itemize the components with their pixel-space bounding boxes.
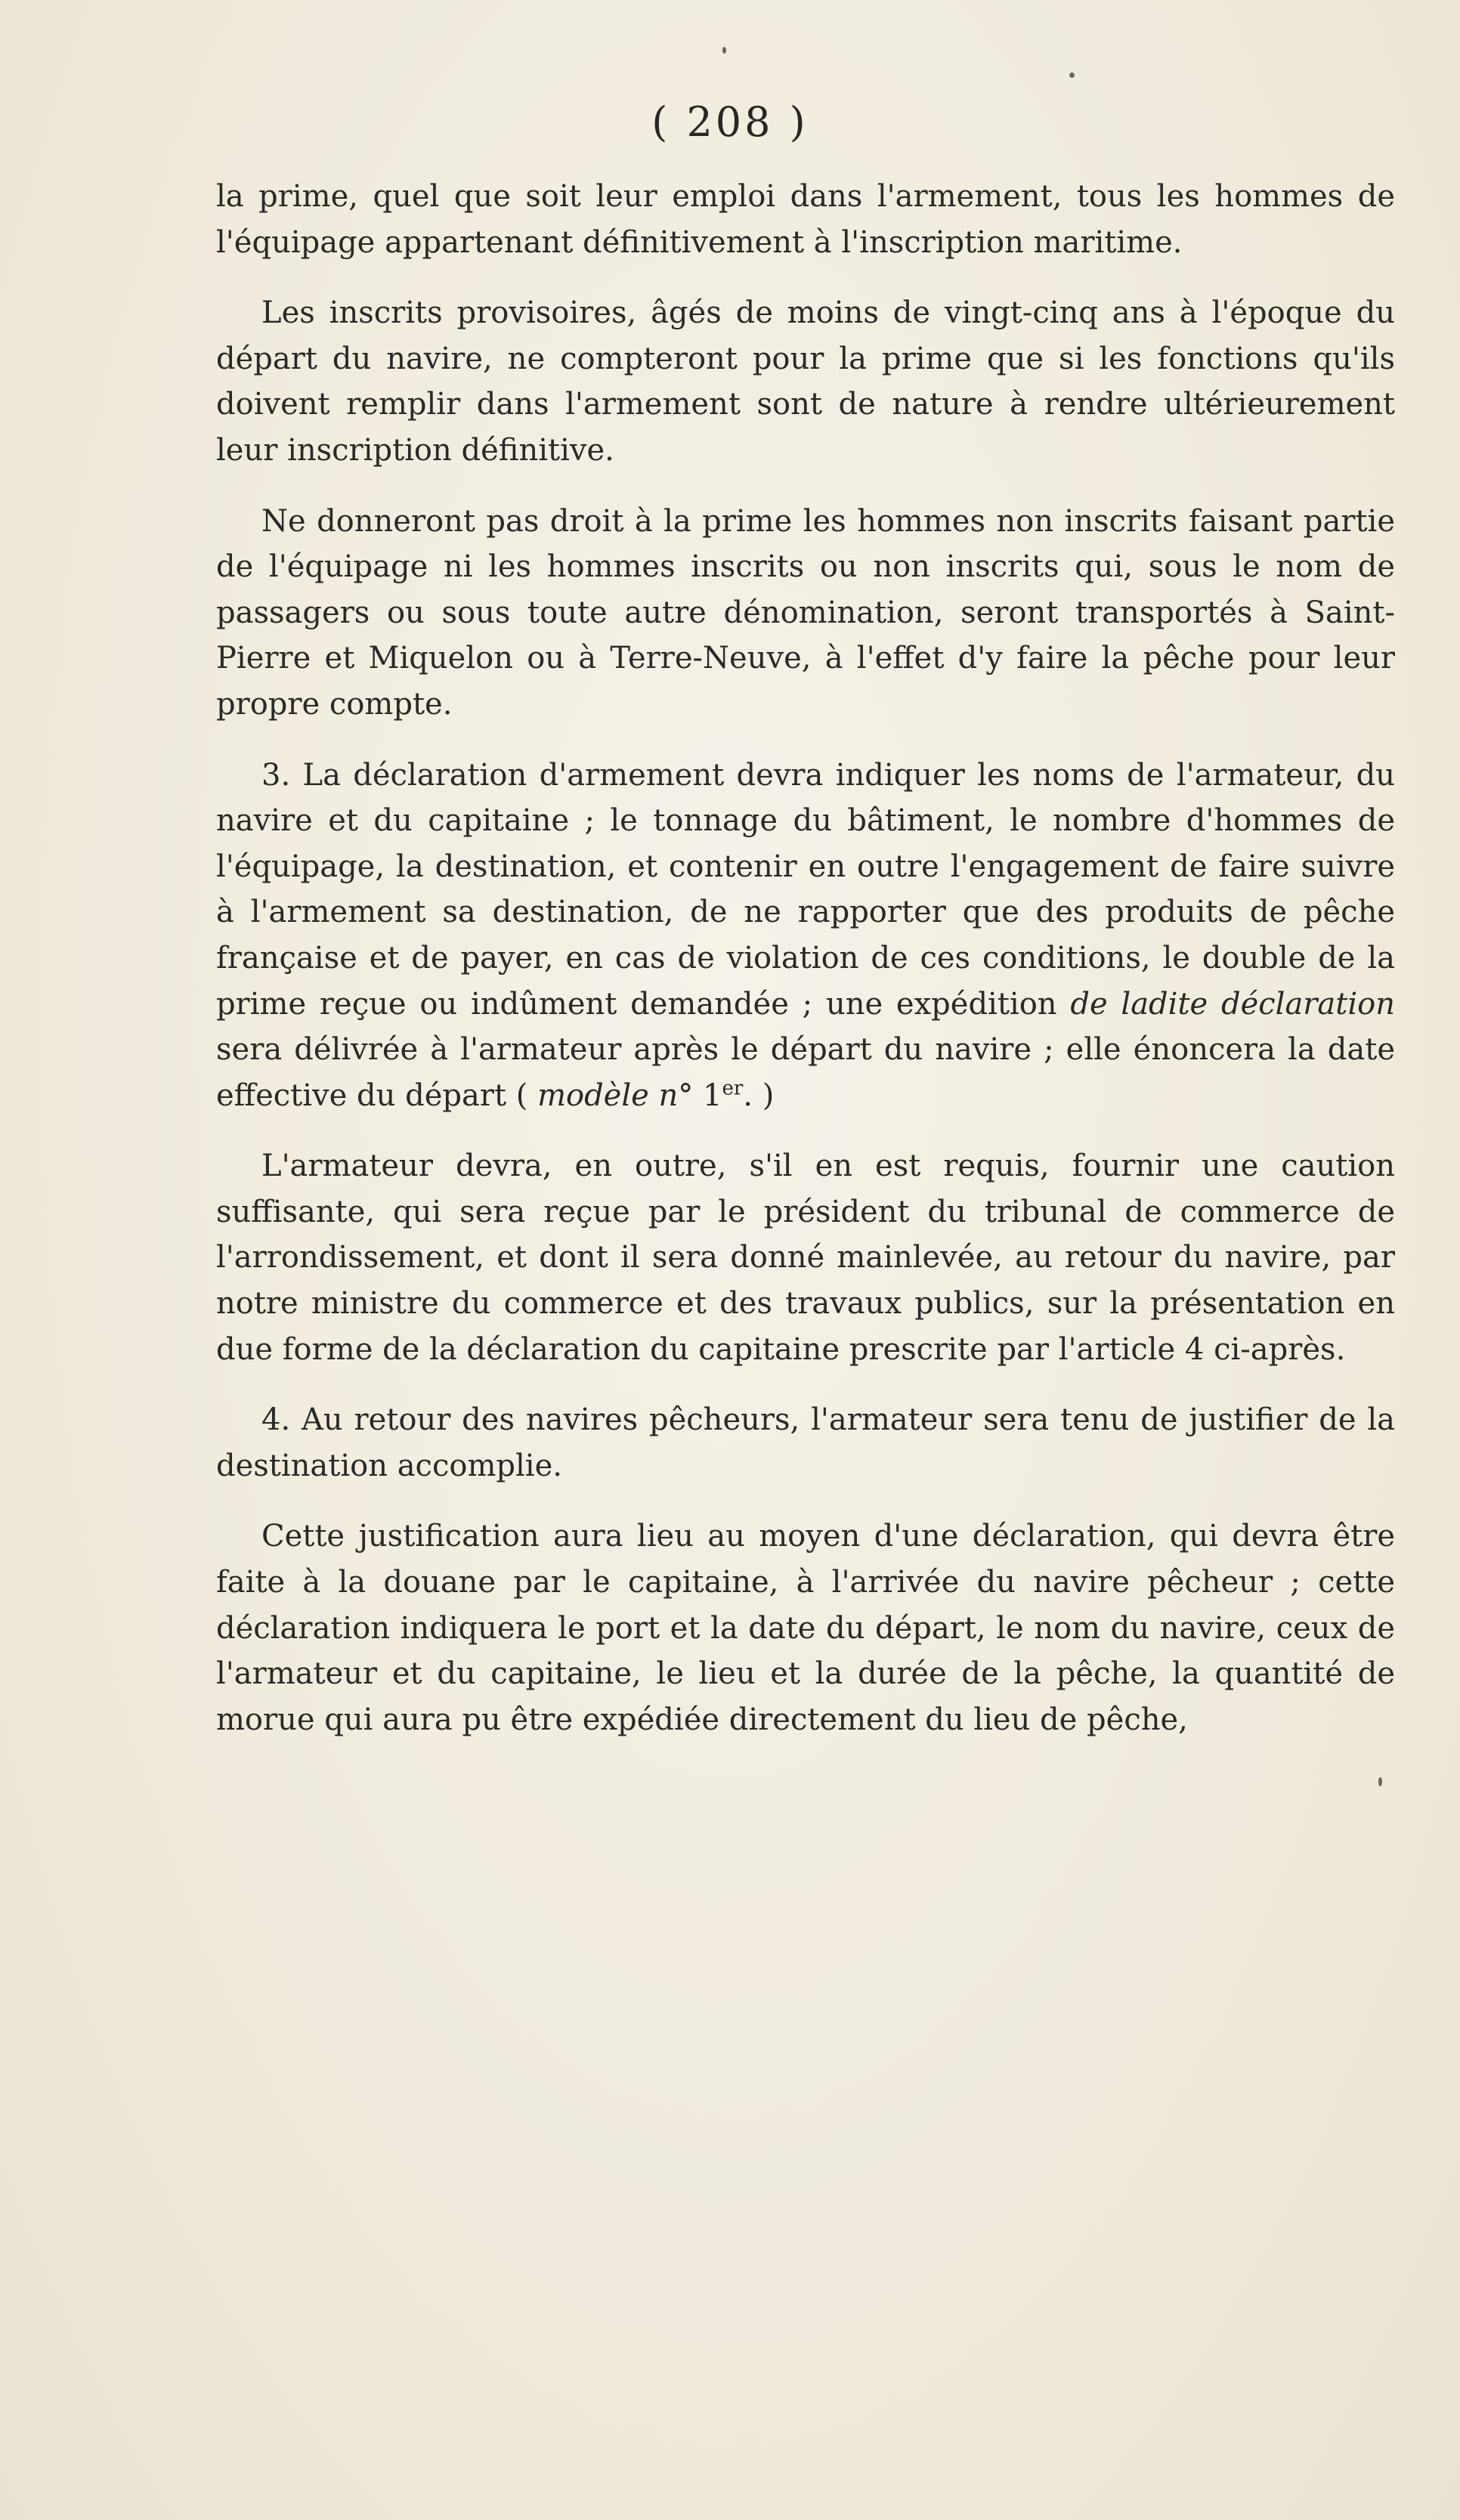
page-number: ( 208 ): [651, 98, 809, 146]
text-run: 3. La déclaration d'armement devra indiquer les noms de l'armateur, du navire et du capitaine ; le tonnage du bâtiment, le nombre d'hommes de l'équipage, la destination, et contenir en outre l'engagement de faire suivre à l'armement sa destination, de ne rapporter que des produits de pêche française et de payer, en cas de violation de ces conditions, le double de la prime reçue ou indûment demandée ; une expédition: [216, 757, 1395, 1022]
ink-speck: [1378, 1777, 1382, 1786]
superscript: er: [722, 1077, 744, 1100]
paragraph: L'armateur devra, en outre, s'il en est requis, fournir une caution suffisante, qui sera reçue par le président du tribunal de commerce de l'arrondissement, et dont il sera donné mainlevée, au retour du navire, par notre ministre du commerce et des travaux publics, sur la présentation en due forme de la déclaration du capitaine prescrite par l'article 4 ci-après.: [216, 1149, 1395, 1367]
ink-speck: [1069, 73, 1075, 78]
paragraph: la prime, quel que soit leur emploi dans l'armement, tous les hommes de l'équipage appartenant définitivement à l'inscription maritime.: [216, 179, 1395, 260]
italic-text: modèle n°: [537, 1078, 694, 1113]
paragraph: Ne donneront pas droit à la prime les hommes non inscrits faisant partie de l'équipage ni les hommes inscrits ou non inscrits qui, sous le nom de passagers ou sous toute autre dénomination, seront transportés à Saint-Pierre et Miquelon ou à Terre-Neuve, à l'effet d'y faire la pêche pour leur propre compte.: [216, 503, 1395, 722]
paragraph-article-4: 4. Au retour des navires pêcheurs, l'armateur sera tenu de justifier de la destination accomplie.: [216, 1402, 1395, 1483]
text-run: sera délivrée à l'armateur après le départ du navire ; elle énoncera la date effective du départ (: [216, 1032, 1395, 1113]
paragraph: Les inscrits provisoires, âgés de moins de vingt-cinq ans à l'époque du départ du navire, ne compteront pour la prime que si les fonctions qu'ils doivent remplir dans l'armement sont de nature à rendre ultérieurement leur inscription définitive.: [216, 295, 1395, 468]
body-text: [216, 174, 1395, 1767]
paragraph: Cette justification aura lieu au moyen d'une déclaration, qui devra être faite à la douane par le capitaine, à l'arrivée du navire pêcheur ; cette déclaration indiquera le port et la date du départ, le nom du navire, ceux de l'armateur et du capitaine, le lieu et la durée de la pêche, la quantité de morue qui aura pu être expédiée directement du lieu de pêche,: [216, 1519, 1395, 1737]
text-run: . ): [743, 1078, 775, 1113]
paragraph-article-3: [216, 753, 1395, 1119]
model-number: 1: [703, 1078, 722, 1113]
ink-speck: [722, 47, 726, 54]
italic-text: de ladite déclaration: [1070, 986, 1395, 1022]
